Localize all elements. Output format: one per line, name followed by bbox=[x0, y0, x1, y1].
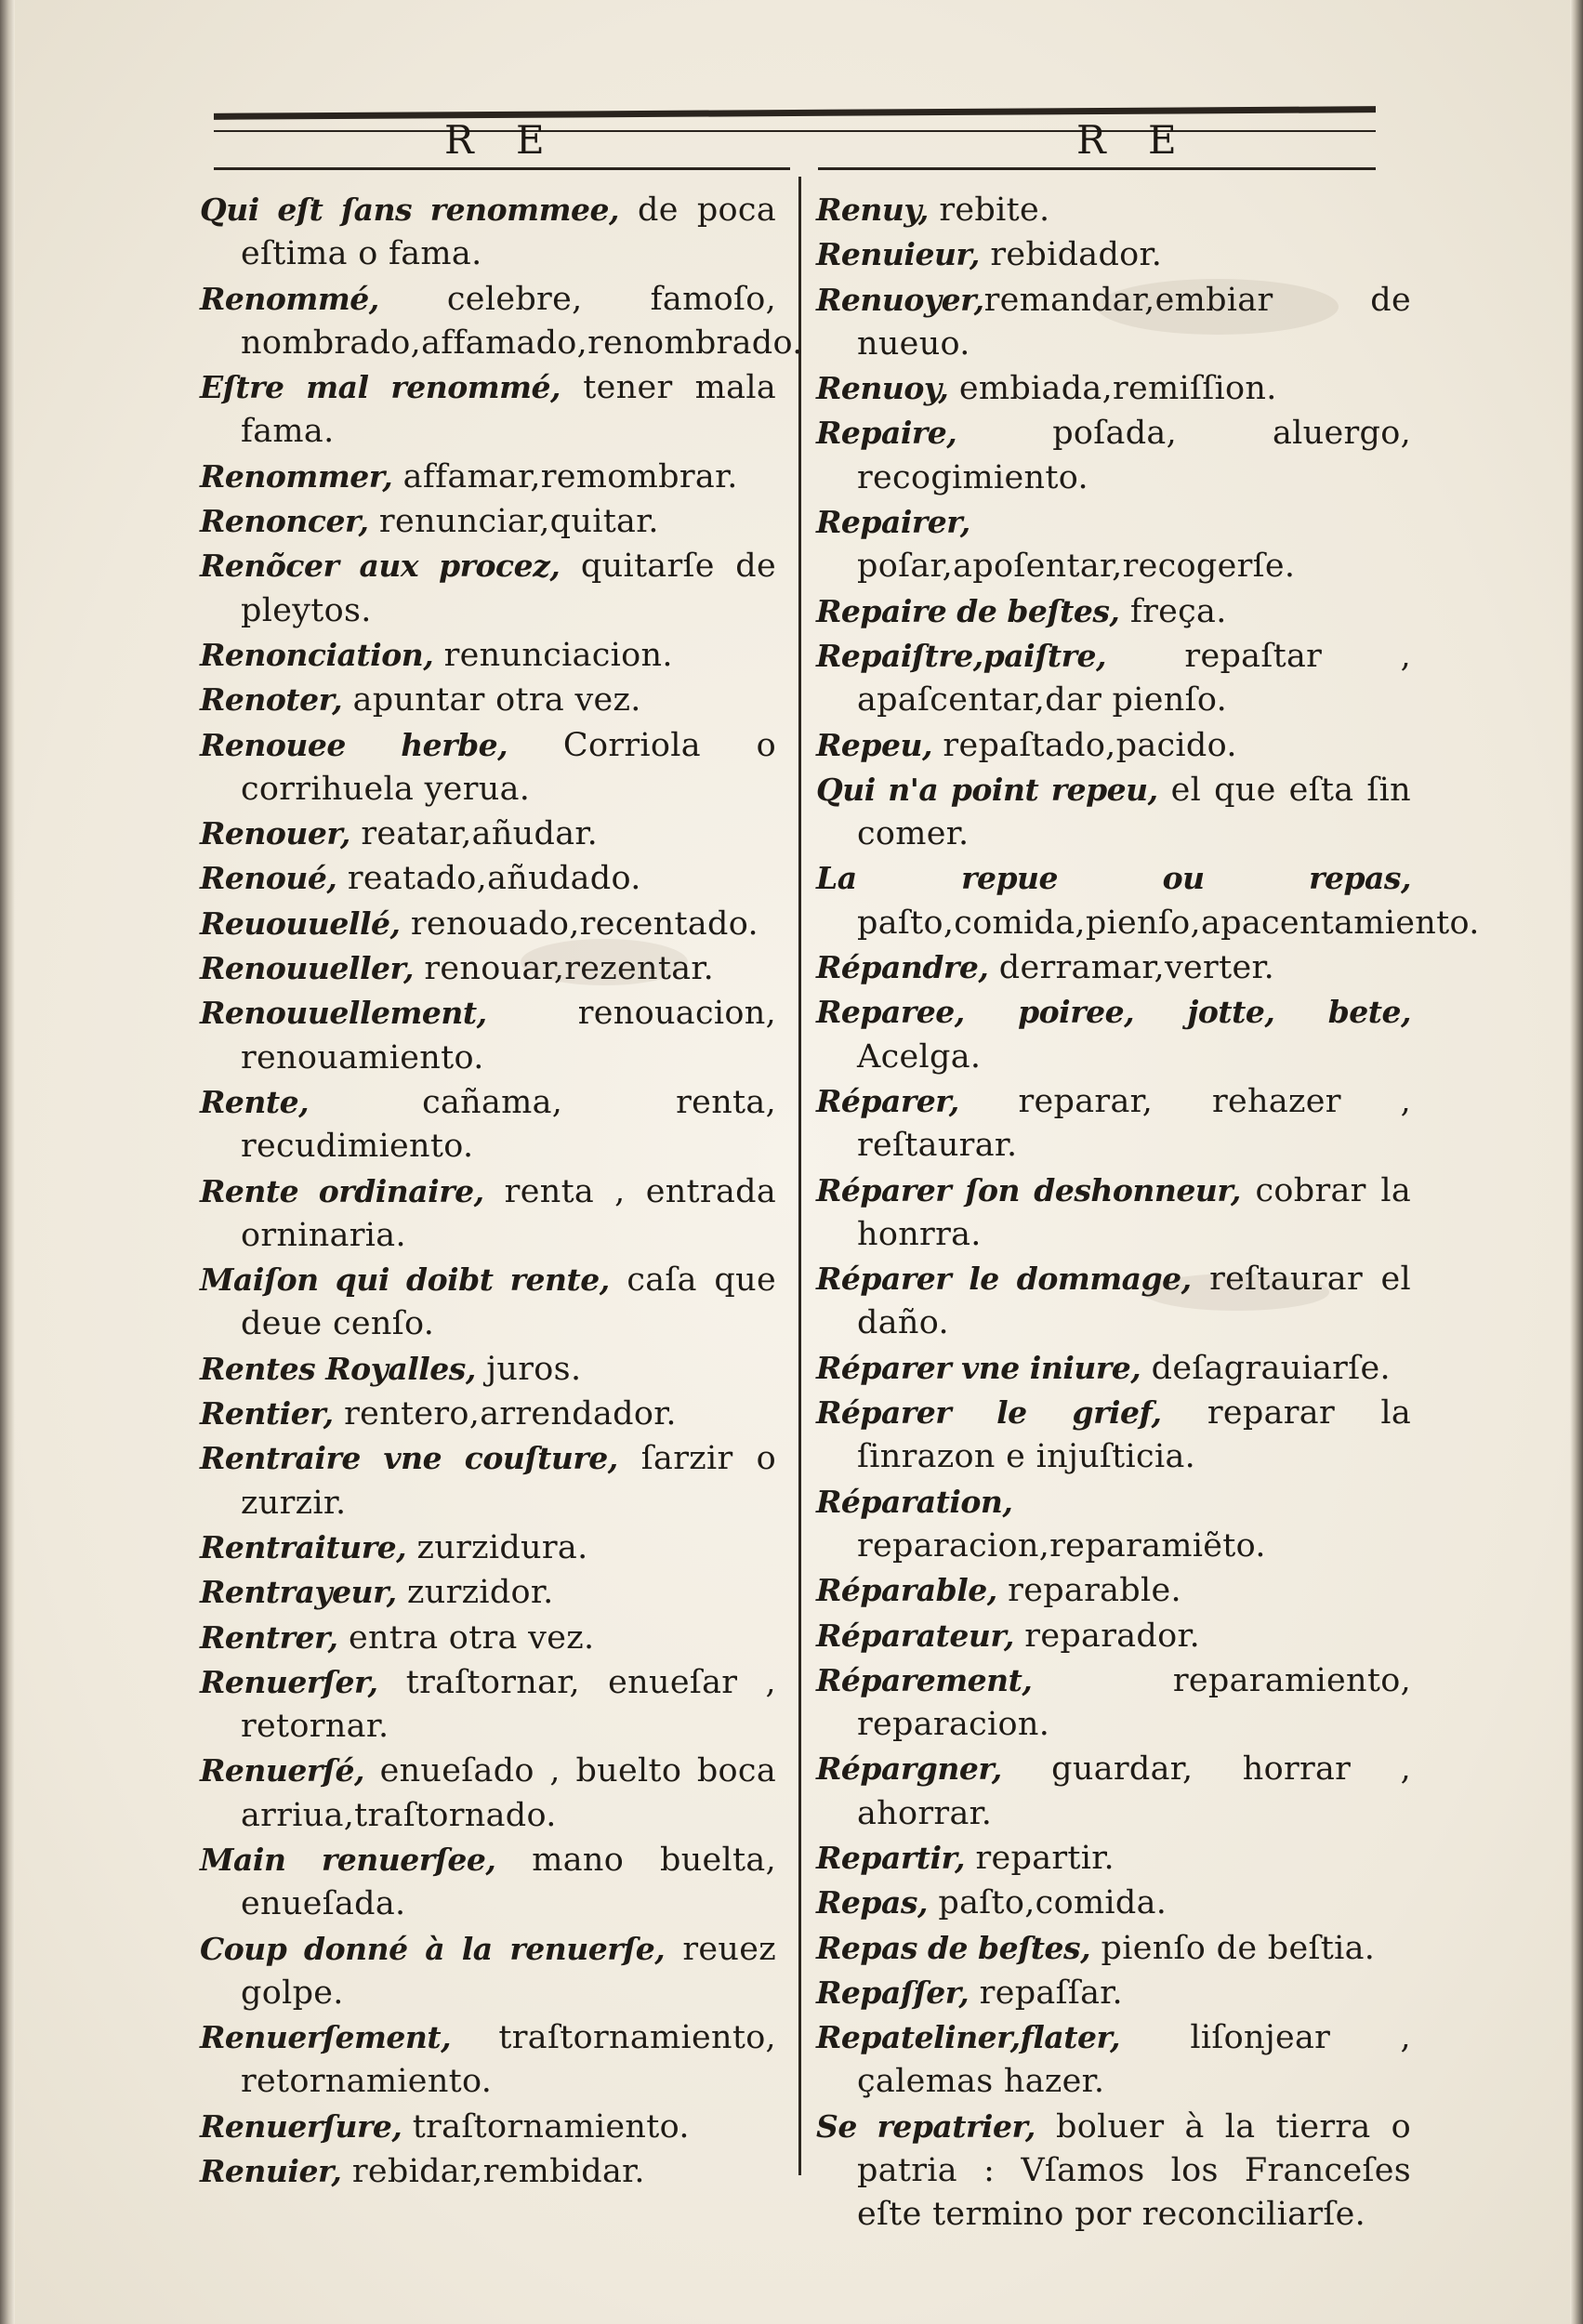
dictionary-entry bbox=[200, 723, 776, 812]
entry-gloss: ſarzir o zurzir. bbox=[241, 1440, 776, 1522]
left-column bbox=[200, 188, 803, 2194]
dictionary-entry bbox=[200, 2015, 776, 2105]
dictionary-entry bbox=[816, 589, 1411, 634]
entry-headword: Renoué, bbox=[200, 860, 337, 897]
entry-gloss: Acelga. bbox=[857, 1037, 982, 1076]
entry-gloss: rentero,arrendador. bbox=[333, 1395, 677, 1433]
dictionary-entry bbox=[200, 856, 776, 901]
entry-gloss: reſtaurar el daño. bbox=[857, 1261, 1411, 1342]
dictionary-entry bbox=[816, 1257, 1411, 1346]
dictionary-entry bbox=[200, 365, 776, 455]
entry-gloss: reparar, rehazer , reſtaurar. bbox=[857, 1082, 1411, 1165]
right-column bbox=[816, 188, 1480, 2238]
entry-headword: Rentrayeur, bbox=[200, 1574, 397, 1611]
entry-gloss: reparable. bbox=[996, 1572, 1181, 1610]
entry-headword: Renuoyer, bbox=[816, 281, 984, 318]
entry-headword: Repeu, bbox=[816, 726, 932, 763]
entry-gloss: rebidar,rembidar. bbox=[341, 2153, 645, 2191]
dictionary-entry bbox=[200, 1838, 776, 1927]
entry-gloss: repaſtado,pacido. bbox=[931, 726, 1237, 764]
dictionary-entry bbox=[816, 2105, 1411, 2238]
entry-gloss: entra otra vez. bbox=[337, 1618, 595, 1657]
dictionary-entry bbox=[816, 366, 1411, 411]
dictionary-entry bbox=[200, 499, 776, 544]
entry-headword: Qui eſt ſans renommee, bbox=[200, 191, 619, 228]
entry-gloss: el que eſta ſin comer. bbox=[857, 771, 1411, 853]
entry-headword: Maiſon qui doibt rente, bbox=[200, 1261, 610, 1299]
dictionary-entry bbox=[200, 544, 776, 633]
entry-headword: Repaſſer, bbox=[816, 1974, 970, 2011]
entry-headword: Rentier, bbox=[200, 1395, 334, 1433]
entry-headword: Rentraiture, bbox=[200, 1528, 407, 1565]
entry-headword: Renuoy, bbox=[816, 370, 949, 407]
entry-gloss: cañama, renta, recudimiento. bbox=[241, 1083, 776, 1166]
dictionary-entry bbox=[200, 1927, 776, 2016]
entry-gloss: renouacion, renouamiento. bbox=[241, 995, 776, 1076]
running-head-left: R E bbox=[444, 117, 560, 163]
entry-gloss: renouado,recentado. bbox=[400, 905, 759, 943]
dictionary-entry bbox=[816, 634, 1411, 723]
entry-headword: Réparateur, bbox=[816, 1617, 1014, 1654]
entry-headword: Réparer ſon deshonneur, bbox=[816, 1171, 1241, 1208]
page-right-edge bbox=[1570, 0, 1583, 2324]
dictionary-entry bbox=[200, 455, 776, 499]
header-rule-thick bbox=[214, 106, 1376, 120]
entry-gloss: juros. bbox=[475, 1350, 582, 1388]
entry-gloss: repaſtar , apaſcentar,dar pienſo. bbox=[857, 637, 1411, 720]
dictionary-entry bbox=[816, 278, 1411, 367]
dictionary-entry bbox=[816, 1568, 1411, 1613]
dictionary-entry bbox=[200, 1660, 776, 1750]
entry-headword: Repaire de beſtes, bbox=[816, 592, 1120, 629]
entry-headword: Réparer vne iniure, bbox=[816, 1349, 1141, 1386]
entry-headword: Renouee herbe, bbox=[200, 726, 508, 763]
entry-gloss: mano buelta, enueſada. bbox=[241, 1841, 776, 1923]
dictionary-entry bbox=[200, 2149, 776, 2194]
entry-headword: Reparee, poiree, jotte, bete, bbox=[816, 994, 1411, 1031]
entry-gloss: reparar la ſinrazon e injuſticia. bbox=[857, 1394, 1412, 1476]
entry-headword: Réparation, bbox=[816, 1483, 1013, 1520]
dictionary-entry bbox=[200, 1749, 776, 1838]
dictionary-entry bbox=[200, 902, 776, 946]
entry-headword: Renuerſement, bbox=[200, 2019, 452, 2056]
entry-headword: Rente, bbox=[200, 1083, 310, 1120]
column-divider bbox=[798, 177, 801, 2175]
entry-gloss: zurzidor. bbox=[396, 1574, 554, 1612]
entry-headword: Eſtre mal renommé, bbox=[200, 369, 561, 406]
entry-gloss: enueſado , buelto boca arriua,traſtornado. bbox=[241, 1752, 776, 1834]
entry-headword: Renõcer aux procez, bbox=[200, 548, 561, 585]
entry-headword: Renuy, bbox=[816, 191, 929, 228]
dictionary-entry bbox=[200, 1570, 776, 1615]
entry-gloss: paſto,comida. bbox=[927, 1884, 1167, 1922]
entry-gloss: derramar,verter. bbox=[988, 949, 1275, 987]
entry-gloss: remandar,embiar de nueuo. bbox=[857, 281, 1411, 363]
dictionary-entry bbox=[816, 1926, 1411, 1971]
entry-headword: Rentraire vne couſture, bbox=[200, 1440, 618, 1477]
dictionary-entry bbox=[816, 1658, 1411, 1748]
entry-headword: La repue ou repas, bbox=[816, 860, 1411, 897]
entry-headword: Rente ordinaire, bbox=[200, 1172, 484, 1209]
entry-headword: Réparer, bbox=[816, 1082, 959, 1119]
entry-gloss: apuntar otra vez. bbox=[342, 681, 641, 720]
entry-headword: Repateliner,flater, bbox=[816, 2019, 1120, 2056]
entry-gloss: de poca eſtima o fama. bbox=[241, 191, 776, 273]
entry-headword: Qui n'a point repeu, bbox=[816, 771, 1158, 808]
dictionary-entry bbox=[200, 633, 776, 678]
dictionary-entry bbox=[816, 723, 1411, 768]
entry-gloss: celebre, famoſo, nombrado,affamado,renombrado. bbox=[241, 280, 803, 362]
entry-gloss: rebite. bbox=[928, 191, 1050, 229]
entry-headword: Se repatrier, bbox=[816, 2107, 1036, 2145]
column-head-rule-right bbox=[818, 167, 1376, 170]
entry-gloss: poſar,apoſentar,recogerſe. bbox=[857, 548, 1296, 586]
dictionary-entry bbox=[200, 991, 776, 1080]
dictionary-entry bbox=[200, 1258, 776, 1347]
dictionary-entry bbox=[816, 856, 1480, 945]
dictionary-entry bbox=[816, 232, 1411, 277]
entry-gloss: traſtornamiento, retornamiento. bbox=[241, 2019, 776, 2101]
entry-gloss: reparacion,reparamiẽto. bbox=[857, 1526, 1266, 1565]
dictionary-entry bbox=[200, 188, 776, 277]
entry-gloss: repartir. bbox=[965, 1839, 1115, 1877]
entry-headword: Renommé, bbox=[200, 280, 379, 317]
entry-gloss: traſtornamiento. bbox=[402, 2107, 690, 2146]
entry-gloss: caſa que deue cenſo. bbox=[241, 1261, 776, 1343]
entry-headword: Coup donné à la renuerſe, bbox=[200, 1930, 666, 1967]
dictionary-entry bbox=[200, 277, 803, 366]
entry-headword: Réparable, bbox=[816, 1572, 997, 1609]
entry-gloss: embiada,remiſſion. bbox=[948, 370, 1277, 408]
entry-gloss: renouar,rezentar. bbox=[413, 950, 715, 988]
entry-gloss: guardar, horrar , ahorrar. bbox=[857, 1750, 1411, 1832]
entry-gloss: deſagrauiarſe. bbox=[1141, 1349, 1391, 1387]
entry-headword: Renonciation, bbox=[200, 636, 434, 673]
entry-headword: Repas, bbox=[816, 1884, 928, 1921]
entry-headword: Renuerſé, bbox=[200, 1752, 364, 1789]
entry-gloss: reatado,añudado. bbox=[336, 860, 641, 898]
entry-gloss: cobrar la honrra. bbox=[857, 1171, 1412, 1253]
entry-headword: Renuerſure, bbox=[200, 2107, 402, 2145]
dictionary-entry bbox=[816, 2015, 1411, 2105]
entry-gloss: boluer à la tierra o patria : Vſamos los Franceſes eſte termino por reconciliarſe. bbox=[857, 2107, 1411, 2234]
dictionary-entry bbox=[816, 1747, 1411, 1836]
entry-headword: Rentes Royalles, bbox=[200, 1350, 476, 1387]
entry-gloss: zurzidura. bbox=[406, 1528, 588, 1566]
dictionary-entry bbox=[200, 1347, 776, 1392]
dictionary-entry bbox=[200, 1392, 776, 1436]
entry-headword: Renuier, bbox=[200, 2153, 342, 2190]
dictionary-entry bbox=[816, 1971, 1411, 2015]
entry-headword: Renuieur, bbox=[816, 236, 980, 273]
dictionary-entry bbox=[816, 990, 1411, 1079]
entry-headword: Renouueller, bbox=[200, 950, 414, 987]
entry-headword: Répargner, bbox=[816, 1750, 1002, 1788]
entry-headword: Renoncer, bbox=[200, 503, 369, 540]
dictionary-entry bbox=[200, 946, 776, 991]
entry-headword: Reuouuellé, bbox=[200, 905, 401, 942]
entry-headword: Répandre, bbox=[816, 949, 989, 986]
entry-headword: Réparer le dommage, bbox=[816, 1261, 1192, 1298]
entry-gloss: quitarſe de pleytos. bbox=[241, 548, 776, 629]
entry-gloss: renta , entrada orninaria. bbox=[241, 1172, 776, 1254]
column-head-rule-left bbox=[214, 167, 790, 170]
entry-gloss: affamar,remombrar. bbox=[392, 457, 738, 495]
entry-headword: Renouer, bbox=[200, 815, 350, 852]
entry-gloss: reatar,añudar. bbox=[350, 815, 599, 853]
entry-headword: Repas de beſtes, bbox=[816, 1929, 1091, 1966]
entry-headword: Renuerſer, bbox=[200, 1663, 378, 1700]
running-head-right: R E bbox=[1076, 117, 1192, 163]
entry-gloss: rebidador. bbox=[979, 236, 1163, 274]
entry-gloss: reparamiento, reparacion. bbox=[857, 1661, 1411, 1744]
entry-gloss: repaſſar. bbox=[969, 1974, 1123, 2012]
entry-gloss: Corriola o corrihuela yerua. bbox=[241, 726, 776, 808]
dictionary-entry bbox=[816, 1480, 1411, 1569]
dictionary-entry bbox=[200, 1616, 776, 1660]
dictionary-entry bbox=[816, 1614, 1411, 1658]
dictionary-entry bbox=[816, 1836, 1411, 1881]
dictionary-entry bbox=[200, 2105, 776, 2149]
dictionary-entry bbox=[200, 812, 776, 856]
dictionary-entry bbox=[200, 678, 776, 722]
entry-gloss: paſto,comida,pienſo,apacentamiento. bbox=[857, 904, 1480, 942]
entry-gloss: pienſo de beſtia. bbox=[1090, 1929, 1376, 1967]
dictionary-entry bbox=[816, 1346, 1411, 1391]
dictionary-entry bbox=[816, 411, 1411, 500]
entry-headword: Renoter, bbox=[200, 681, 343, 719]
entry-gloss: tener mala fama. bbox=[241, 369, 776, 451]
dictionary-entry bbox=[200, 1436, 776, 1525]
dictionary-entry bbox=[200, 1080, 776, 1169]
entry-gloss: traſtornar, enueſar , retornar. bbox=[241, 1663, 776, 1746]
page-left-edge bbox=[0, 0, 15, 2324]
dictionary-entry bbox=[200, 1525, 776, 1570]
dictionary-entry bbox=[816, 1079, 1411, 1169]
entry-headword: Repaiſtre,paiſtre, bbox=[816, 637, 1107, 674]
entry-headword: Réparement, bbox=[816, 1661, 1033, 1698]
entry-gloss: poſada, aluergo, recogimiento. bbox=[857, 415, 1411, 496]
entry-headword: Repairer, bbox=[816, 504, 970, 541]
header-rule-thin bbox=[214, 130, 1376, 132]
entry-gloss: reuez golpe. bbox=[241, 1930, 776, 2012]
dictionary-entry bbox=[816, 1391, 1411, 1480]
dictionary-entry bbox=[816, 500, 1411, 589]
dictionary-entry bbox=[816, 945, 1411, 990]
entry-headword: Réparer le grief, bbox=[816, 1394, 1162, 1432]
entry-headword: Main renuerſee, bbox=[200, 1841, 496, 1878]
dictionary-entry bbox=[816, 1881, 1411, 1925]
dictionary-entry bbox=[816, 768, 1411, 857]
entry-headword: Rentrer, bbox=[200, 1618, 338, 1656]
dictionary-entry bbox=[816, 188, 1411, 232]
dictionary-entry bbox=[816, 1169, 1411, 1258]
entry-gloss: freça. bbox=[1119, 592, 1227, 630]
entry-gloss: liſonjear , çalemas hazer. bbox=[857, 2019, 1411, 2101]
entry-headword: Renouuellement, bbox=[200, 995, 487, 1032]
entry-gloss: reparador. bbox=[1013, 1617, 1201, 1655]
entry-headword: Renommer, bbox=[200, 457, 393, 495]
entry-headword: Repartir, bbox=[816, 1839, 966, 1876]
entry-headword: Repaire, bbox=[816, 415, 957, 452]
dictionary-entry bbox=[200, 1169, 776, 1259]
entry-gloss: renunciar,quitar. bbox=[368, 503, 659, 541]
entry-gloss: renunciacion. bbox=[433, 636, 673, 674]
